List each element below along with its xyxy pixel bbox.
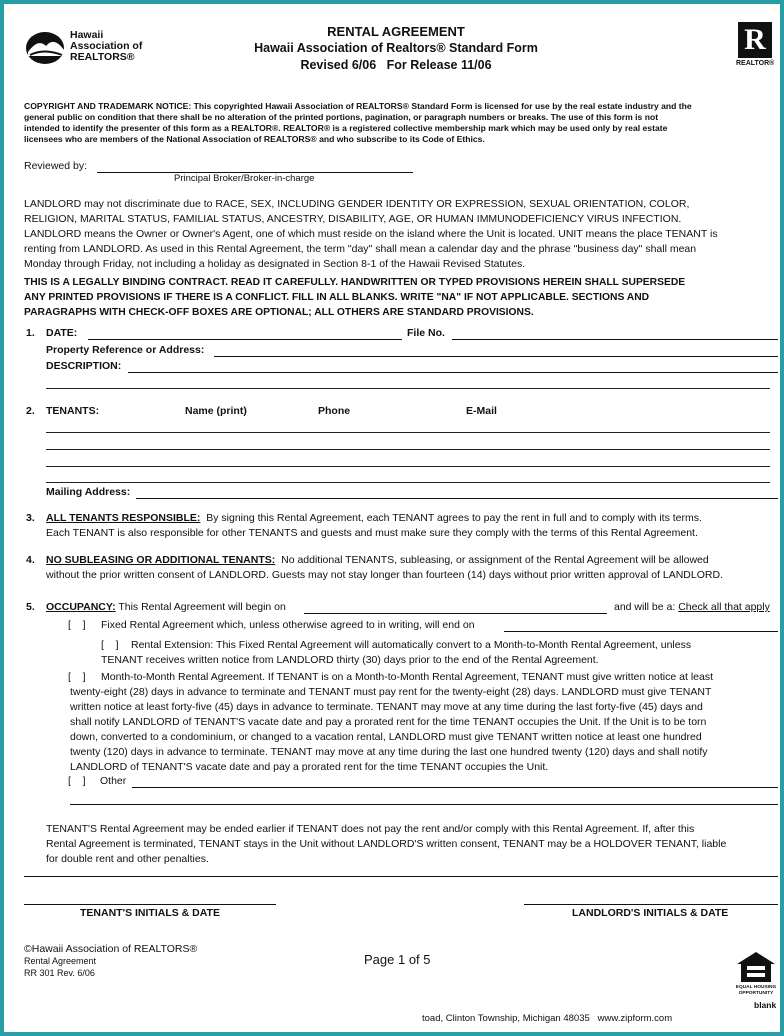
month-line: down, converted to a condominium, or changed to a vacation rental, LANDLORD must give TENANT written notice at least one hundred — [70, 731, 702, 743]
month-to-month-checkbox[interactable]: [ ] — [68, 671, 86, 683]
month-line: twenty (120) days in advance to terminate. TENANT may move at any time during the last one hundred twenty (120) days and shall notify — [70, 746, 708, 758]
fixed-end-date-field[interactable] — [504, 631, 778, 632]
landlord-notice-line: Monday through Friday, not including a holiday as designated in Section 8-1 of the Hawaii Revised Statutes. — [24, 258, 526, 270]
other-field-line[interactable] — [70, 804, 778, 805]
tenant-row-line[interactable] — [46, 449, 770, 450]
copyright-line: COPYRIGHT AND TRADEMARK NOTICE: This copyrighted Hawaii Association of REALTORS® Standard Form is licensed for use by the real estate industry and the — [24, 101, 692, 111]
form-title: RENTAL AGREEMENT — [327, 24, 465, 39]
section-3-line-1: By signing this Rental Agreement, each TENANT agrees to pay the rent in full and to comply with its terms. — [206, 512, 702, 524]
begin-date-field[interactable] — [304, 613, 607, 614]
realtor-mark — [736, 22, 776, 72]
landlord-notice — [24, 197, 718, 272]
description-label: DESCRIPTION: — [46, 360, 122, 372]
description-field-line[interactable] — [46, 388, 770, 389]
fixed-text: Fixed Rental Agreement which, unless otherwise agreed to in writing, will end on — [101, 619, 475, 631]
landlord-notice-line: renting from LANDLORD. As used in this Rental Agreement, the term "day" shall mean a calendar day and the phrase "business day" shall mean — [24, 243, 697, 255]
occupancy-begin — [46, 600, 286, 615]
copyright-line: general public on condition that there shall be no alteration of the printed portions, pagination, or paragraph numbers or breaks. The use of this form is not — [24, 112, 659, 122]
reviewed-by-label: Reviewed by: — [24, 160, 88, 172]
check-all-text: Check all that apply — [678, 601, 770, 613]
page-number: Page 1 of 5 — [364, 952, 431, 967]
date-label: DATE: — [46, 327, 78, 339]
logo-line-1: Hawaii — [70, 29, 104, 41]
description-field[interactable] — [128, 372, 778, 373]
tenant-row-line[interactable] — [46, 466, 770, 467]
binding-notice — [24, 275, 685, 320]
month-line: twenty-eight (28) days in advance to terminate and TENANT must pay rent for the twenty-eight (28) days. LANDLORD must give TENANT — [70, 686, 712, 698]
tenant-initials-label: TENANT'S INITIALS & DATE — [80, 907, 220, 919]
mailing-address-field[interactable] — [136, 498, 778, 499]
other-field[interactable] — [132, 787, 778, 788]
holdover-line: for double rent and other penalties. — [46, 853, 209, 865]
extension-checkbox[interactable]: [ ] — [101, 639, 119, 651]
tenant-row-line[interactable] — [46, 432, 770, 433]
will-be-a — [614, 600, 770, 615]
equal-housing-icon — [735, 950, 777, 984]
landlord-notice-line: RELIGION, MARITAL STATUS, FAMILIAL STATUS, ANCESTRY, DISABILITY, AGE, OR HUMAN IMMUNODEFICIENCY VIRUS INFECTION. — [24, 213, 682, 225]
month-to-month-text — [70, 670, 713, 775]
realtor-r-icon: R — [738, 22, 772, 58]
section-3-heading: ALL TENANTS RESPONSIBLE: — [46, 512, 201, 524]
month-line: LANDLORD of TENANT'S vacate date and pay a prorated rent for the time TENANT occupies the Unit. — [70, 761, 549, 773]
tenant-email-header: E-Mail — [466, 405, 497, 417]
footer-form-name: Rental Agreement — [24, 956, 97, 966]
initials-divider — [24, 876, 778, 877]
holdover-line: Rental Agreement is terminated, TENANT stays in the Unit without LANDLORD'S written consent, TENANT may be a HOLDOVER TENANT, liable — [46, 838, 727, 850]
landlord-initials-field[interactable] — [524, 904, 778, 905]
copyright-line: licensees who are members of the National Association of REALTORS® and who subscribe to its Code of Ethics. — [24, 134, 485, 144]
landlord-notice-line: LANDLORD means the Owner or Owner's Agent, one of which must reside on the island where the Unit is located. UNIT means the place TENANT is — [24, 228, 718, 240]
copyright-line: intended to identify the presenter of this form as a REALTOR®. REALTOR® is a registered collective membership mark which may be used only by real estate — [24, 123, 668, 133]
section-4-text — [46, 553, 723, 583]
tenant-name-header: Name (print) — [185, 405, 247, 417]
binding-notice-line: ANY PRINTED PROVISIONS IF THERE IS A CONFLICT. FILL IN ALL BLANKS. WRITE "NA" IF NOT APPLICABLE. SECTIONS AND — [24, 292, 650, 303]
month-line: shall notify LANDLORD of TENANT'S vacate date and pay a prorated rent for the time TENANT occupies the Unit. If the Unit is to be torn — [70, 716, 707, 728]
holdover-text — [46, 822, 726, 867]
section-4-line-2: without the prior written consent of LANDLORD. Guests may not stay longer than fourteen (14) days without prior written approval of LANDLORD. — [46, 569, 723, 581]
section-5-heading: OCCUPANCY: — [46, 601, 116, 613]
file-no-label: File No. — [407, 327, 445, 339]
other-label: Other — [100, 775, 127, 787]
landlord-notice-line: LANDLORD may not discriminate due to RACE, SEX, INCLUDING GENDER IDENTITY OR EXPRESSION, SEXUAL ORIENTATION, COLOR, — [24, 198, 690, 210]
month-line: Month-to-Month Rental Agreement. If TENANT is on a Month-to-Month Rental Agreement, TENANT must give written notice at least — [101, 671, 713, 683]
producer-line: toad, Clinton Township, Michigan 48035 www.zipform.com — [422, 1013, 673, 1024]
form-subtitle: Hawaii Association of Realtors® Standard Form — [254, 41, 538, 55]
binding-notice-line: PARAGRAPHS WITH CHECK-OFF BOXES ARE OPTIONAL; ALL OTHERS ARE STANDARD PROVISIONS. — [24, 307, 534, 318]
copyright-notice — [24, 101, 692, 145]
fixed-checkbox[interactable]: [ ] — [68, 619, 86, 631]
section-3-line-2: Each TENANT is also responsible for other TENANTS and guests and must make sure they comply with the terms of this Rental Agreement. — [46, 527, 698, 539]
month-line: written notice at least forty-five (45) days in advance to terminate. TENANT may move at any time during the last forty-five (45) days and — [70, 701, 703, 713]
occupancy-begin-text: This Rental Agreement will begin on — [118, 601, 286, 613]
tenant-phone-header: Phone — [318, 405, 351, 417]
section-4-number: 4. — [26, 554, 35, 566]
blank-label: blank — [754, 1000, 777, 1010]
footer-copyright: ©Hawaii Association of REALTORS® — [24, 943, 198, 955]
will-be-text: and will be a: — [614, 601, 676, 613]
form-revision: Revised 6/06 For Release 11/06 — [300, 58, 492, 72]
logo-line-2: Association of — [70, 40, 143, 52]
property-field[interactable] — [214, 356, 778, 357]
mailing-address-label: Mailing Address: — [46, 486, 131, 498]
realtor-mark-label: REALTOR® — [736, 60, 775, 67]
property-label: Property Reference or Address: — [46, 344, 205, 356]
holdover-line: TENANT'S Rental Agreement may be ended earlier if TENANT does not pay the rent and/or comply with this Rental Agreement. If, after this — [46, 823, 695, 835]
equal-housing-label: EQUAL HOUSING OPPORTUNITY — [735, 985, 777, 996]
section-3-text — [46, 511, 702, 541]
other-checkbox[interactable]: [ ] — [68, 775, 86, 787]
section-2-number: 2. — [26, 405, 35, 417]
section-3-number: 3. — [26, 512, 35, 524]
extension-text — [101, 638, 691, 668]
tenant-row-line[interactable] — [46, 482, 770, 483]
section-5-number: 5. — [26, 601, 35, 613]
extension-line: Rental Extension: This Fixed Rental Agreement will automatically convert to a Month-to-Month Rental Agreement, unless — [131, 639, 692, 651]
extension-line: TENANT receives written notice from LANDLORD thirty (30) days prior to the end of the Rental Agreement. — [101, 654, 599, 666]
landlord-initials-label: LANDLORD'S INITIALS & DATE — [572, 907, 729, 919]
equal-housing-logo — [732, 950, 780, 1012]
section-4-heading: NO SUBLEASING OR ADDITIONAL TENANTS: — [46, 554, 276, 566]
section-1-number: 1. — [26, 327, 35, 339]
logo-line-3: REALTORS® — [70, 51, 135, 63]
date-field[interactable] — [88, 339, 402, 340]
tenants-label: TENANTS: — [46, 405, 100, 417]
binding-notice-line: THIS IS A LEGALLY BINDING CONTRACT. READ IT CAREFULLY. HANDWRITTEN OR TYPED PROVISIONS HEREIN SHALL SUPERSEDE — [24, 277, 686, 288]
reviewed-by-caption: Principal Broker/Broker-in-charge — [174, 173, 315, 184]
section-4-line-1: No additional TENANTS, subleasing, or assignment of the Rental Agreement will be allowed — [281, 554, 709, 566]
footer-form-code: RR 301 Rev. 6/06 — [24, 968, 95, 978]
tenant-initials-field[interactable] — [24, 904, 276, 905]
file-no-field[interactable] — [452, 339, 778, 340]
